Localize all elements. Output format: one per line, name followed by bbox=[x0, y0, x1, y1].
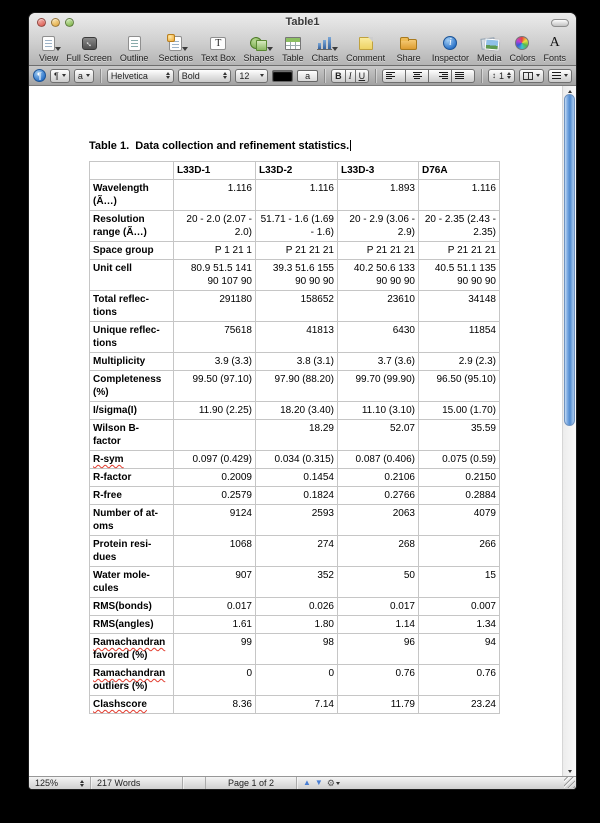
comment-icon bbox=[359, 37, 373, 50]
toolbar-item-label: Outline bbox=[119, 53, 149, 63]
toolbar-item-label: Comment bbox=[346, 53, 386, 63]
zoom-level: 125% bbox=[35, 778, 59, 788]
data-cell[interactable]: 23.24 bbox=[419, 696, 500, 714]
data-cell[interactable]: 80.9 51.5 141 90 107 90 bbox=[174, 260, 256, 291]
data-cell[interactable]: 11.79 bbox=[338, 696, 419, 714]
row-label[interactable]: Wavelength (Ã…) bbox=[90, 180, 174, 211]
row-label[interactable]: Protein resi- dues bbox=[90, 536, 174, 567]
toolbar-item-shapes[interactable] bbox=[240, 34, 279, 63]
format-bar bbox=[29, 66, 576, 86]
toolbar-item-label: Text Box bbox=[201, 53, 236, 63]
toolbar-item-label: Sections bbox=[158, 53, 194, 63]
data-cell[interactable]: 18.20 (3.40) bbox=[256, 402, 338, 420]
data-cell[interactable]: P 21 21 21 bbox=[338, 242, 419, 260]
row-label[interactable]: Resolution range (Ã…) bbox=[90, 211, 174, 242]
data-cell[interactable]: 94 bbox=[419, 634, 500, 665]
italic-button[interactable]: I bbox=[346, 69, 356, 83]
data-cell[interactable]: 0.2009 bbox=[174, 469, 256, 487]
toolbar-item-label: Colors bbox=[509, 53, 536, 63]
dropdown-arrow-icon bbox=[536, 74, 540, 77]
toolbar-item-outline[interactable] bbox=[116, 34, 153, 63]
data-cell[interactable]: 268 bbox=[338, 536, 419, 567]
fullscreen-icon bbox=[82, 37, 97, 50]
data-cell[interactable]: 1068 bbox=[174, 536, 256, 567]
charts-icon bbox=[317, 36, 332, 50]
data-cell[interactable]: 50 bbox=[338, 567, 419, 598]
toolbar-item-table[interactable] bbox=[278, 34, 308, 63]
list-icon bbox=[552, 72, 561, 73]
stepper-icon bbox=[507, 72, 511, 79]
table-row bbox=[90, 634, 500, 665]
line-spacing-control[interactable]: ↕ 1 bbox=[488, 69, 515, 83]
toolbar-item-label: Table bbox=[282, 53, 304, 63]
toolbar-item-label: Charts bbox=[311, 53, 339, 63]
dropdown-arrow-icon bbox=[62, 74, 66, 77]
scroll-up-icon bbox=[568, 90, 572, 93]
table-row bbox=[90, 505, 500, 536]
textbox-icon bbox=[210, 37, 226, 50]
dropdown-arrow-icon bbox=[332, 47, 338, 51]
data-cell[interactable]: 0 bbox=[256, 665, 338, 696]
data-cell[interactable]: 2.9 (2.3) bbox=[419, 353, 500, 371]
data-cell[interactable]: 1.116 bbox=[256, 180, 338, 211]
toolbar-item-view[interactable] bbox=[35, 34, 62, 63]
data-cell[interactable]: 3.7 (3.6) bbox=[338, 353, 419, 371]
paragraph-icon[interactable]: ¶ bbox=[33, 69, 46, 82]
table-row bbox=[90, 616, 500, 634]
data-cell[interactable]: 0.76 bbox=[419, 665, 500, 696]
table-icon bbox=[285, 37, 301, 50]
align-center-icon bbox=[409, 72, 425, 79]
row-label[interactable]: Wilson B- factor bbox=[90, 420, 174, 451]
toolbar-item-colors[interactable] bbox=[505, 34, 539, 63]
row-label[interactable]: I/sigma(I) bbox=[90, 402, 174, 420]
data-cell[interactable]: 0.087 (0.406) bbox=[338, 451, 419, 469]
table-row bbox=[90, 536, 500, 567]
font-style-dropdown[interactable]: Bold bbox=[178, 69, 232, 83]
row-label[interactable]: Number of at- oms bbox=[90, 505, 174, 536]
align-right-icon bbox=[432, 72, 448, 79]
toolbar-item-label: Media bbox=[476, 53, 502, 63]
data-cell[interactable]: 20 - 2.35 (2.43 - 2.35) bbox=[419, 211, 500, 242]
data-cell[interactable]: 907 bbox=[174, 567, 256, 598]
data-cell[interactable]: 352 bbox=[256, 567, 338, 598]
toolbar-toggle-button[interactable] bbox=[551, 19, 569, 27]
data-cell[interactable]: 96.50 (95.10) bbox=[419, 371, 500, 402]
list-style-dropdown[interactable] bbox=[548, 69, 572, 83]
data-cell[interactable]: P 1 21 1 bbox=[174, 242, 256, 260]
outline-icon bbox=[128, 36, 141, 51]
data-cell[interactable]: 40.5 51.1 135 90 90 90 bbox=[419, 260, 500, 291]
data-cell[interactable]: 1.893 bbox=[338, 180, 419, 211]
dropdown-arrow-icon bbox=[55, 47, 61, 51]
data-cell[interactable]: 291180 bbox=[174, 291, 256, 322]
data-cell[interactable]: 0.034 (0.315) bbox=[256, 451, 338, 469]
table-header-row bbox=[90, 162, 500, 180]
data-cell[interactable]: 0.76 bbox=[338, 665, 419, 696]
data-cell[interactable]: 4079 bbox=[419, 505, 500, 536]
table-row bbox=[90, 211, 500, 242]
data-cell[interactable]: 1.116 bbox=[174, 180, 256, 211]
fonts-icon bbox=[548, 35, 562, 51]
table-row bbox=[90, 180, 500, 211]
table-row bbox=[90, 371, 500, 402]
data-cell[interactable]: 0.1454 bbox=[256, 469, 338, 487]
data-cell[interactable]: 274 bbox=[256, 536, 338, 567]
stepper-icon bbox=[223, 72, 227, 79]
toolbar-item-fonts[interactable] bbox=[539, 34, 570, 63]
separator bbox=[375, 69, 376, 83]
stepper-icon bbox=[166, 72, 170, 79]
zoom-stepper-icon bbox=[80, 780, 84, 787]
data-cell[interactable]: 1.116 bbox=[419, 180, 500, 211]
character-style-button[interactable]: a bbox=[74, 69, 94, 83]
dropdown-arrow-icon bbox=[336, 782, 340, 785]
word-count: 217 Words bbox=[91, 777, 183, 789]
row-label[interactable]: R-sym bbox=[90, 451, 174, 469]
data-cell[interactable]: 11.10 (3.10) bbox=[338, 402, 419, 420]
scrollbar-thumb[interactable] bbox=[564, 94, 575, 426]
align-left-button[interactable] bbox=[382, 69, 406, 83]
data-cell[interactable]: 0.2579 bbox=[174, 487, 256, 505]
data-cell[interactable]: 0.017 bbox=[338, 598, 419, 616]
data-cell[interactable]: 96 bbox=[338, 634, 419, 665]
data-cell[interactable]: 98 bbox=[256, 634, 338, 665]
data-cell[interactable]: 1.34 bbox=[419, 616, 500, 634]
data-cell[interactable]: 1.80 bbox=[256, 616, 338, 634]
toolbar-item-label: Shapes bbox=[243, 53, 275, 63]
table-row bbox=[90, 242, 500, 260]
data-cell[interactable]: 97.90 (88.20) bbox=[256, 371, 338, 402]
data-cell[interactable]: 40.2 50.6 133 90 90 90 bbox=[338, 260, 419, 291]
sections-icon bbox=[169, 36, 182, 51]
table-row bbox=[90, 567, 500, 598]
line-spacing-icon: ↕ bbox=[492, 70, 496, 80]
column-header[interactable]: D76A bbox=[419, 162, 500, 180]
column-header[interactable]: L33D-1 bbox=[174, 162, 256, 180]
page-indicator: Page 1 of 2 bbox=[205, 777, 297, 789]
title-bar[interactable] bbox=[29, 13, 576, 33]
separator bbox=[100, 69, 101, 83]
data-cell[interactable]: 0.026 bbox=[256, 598, 338, 616]
document-area[interactable] bbox=[29, 86, 576, 776]
data-cell[interactable]: 51.71 - 1.6 (1.69 - 1.6) bbox=[256, 211, 338, 242]
text-cursor bbox=[350, 140, 351, 151]
data-cell[interactable]: 1.61 bbox=[174, 616, 256, 634]
table-row bbox=[90, 469, 500, 487]
data-cell[interactable]: 34148 bbox=[419, 291, 500, 322]
table-row bbox=[90, 451, 500, 469]
data-cell[interactable]: 99 bbox=[174, 634, 256, 665]
zoom-control[interactable] bbox=[29, 777, 91, 789]
colors-icon bbox=[515, 36, 529, 50]
toolbar-item-label: Inspector bbox=[431, 53, 469, 63]
data-cell[interactable]: 20 - 2.9 (3.06 - 2.9) bbox=[338, 211, 419, 242]
row-label[interactable]: R-factor bbox=[90, 469, 174, 487]
data-cell[interactable]: P 21 21 21 bbox=[419, 242, 500, 260]
column-header[interactable] bbox=[90, 162, 174, 180]
table-row bbox=[90, 487, 500, 505]
toolbar-item-inspector[interactable] bbox=[428, 34, 473, 63]
next-page-button[interactable]: ▼ bbox=[314, 778, 323, 787]
data-cell[interactable]: 15.00 (1.70) bbox=[419, 402, 500, 420]
data-cell[interactable]: 99.70 (99.90) bbox=[338, 371, 419, 402]
table-row bbox=[90, 665, 500, 696]
column-header[interactable]: L33D-3 bbox=[338, 162, 419, 180]
status-bar bbox=[29, 776, 576, 789]
toolbar-item-comment[interactable] bbox=[342, 34, 389, 63]
data-cell[interactable]: 6430 bbox=[338, 322, 419, 353]
table-row bbox=[90, 420, 500, 451]
data-cell[interactable]: 266 bbox=[419, 536, 500, 567]
data-cell[interactable]: 0.2106 bbox=[338, 469, 419, 487]
dropdown-arrow-icon bbox=[182, 47, 188, 51]
data-cell[interactable]: 23610 bbox=[338, 291, 419, 322]
table-row bbox=[90, 291, 500, 322]
data-cell[interactable]: 52.07 bbox=[338, 420, 419, 451]
data-cell[interactable]: 0.2150 bbox=[419, 469, 500, 487]
row-label[interactable]: Unique reflec- tions bbox=[90, 322, 174, 353]
data-cell[interactable]: 2593 bbox=[256, 505, 338, 536]
data-cell[interactable]: 0.017 bbox=[174, 598, 256, 616]
toolbar-item-label: View bbox=[39, 53, 59, 63]
underline-button[interactable]: U bbox=[356, 69, 370, 83]
row-label[interactable]: Ramachandran outliers (%) bbox=[90, 665, 174, 696]
toolbar-item-share[interactable] bbox=[393, 34, 425, 63]
data-cell[interactable]: 35.59 bbox=[419, 420, 500, 451]
table-row bbox=[90, 696, 500, 714]
toolbar-item-fullscreen[interactable] bbox=[62, 34, 116, 63]
data-cell[interactable]: 0.007 bbox=[419, 598, 500, 616]
data-cell[interactable]: 0.075 (0.59) bbox=[419, 451, 500, 469]
align-right-button[interactable] bbox=[429, 69, 452, 83]
shapes-icon bbox=[250, 36, 267, 51]
highlight-color-well[interactable]: a bbox=[297, 70, 318, 82]
toolbar-item-label: Full Screen bbox=[66, 53, 112, 63]
row-label[interactable]: Multiplicity bbox=[90, 353, 174, 371]
statistics-table[interactable] bbox=[89, 161, 500, 714]
data-cell[interactable]: 11854 bbox=[419, 322, 500, 353]
data-cell[interactable]: 0.1824 bbox=[256, 487, 338, 505]
row-label[interactable]: Clashscore bbox=[90, 696, 174, 714]
data-cell[interactable]: 3.9 (3.3) bbox=[174, 353, 256, 371]
columns-icon bbox=[523, 72, 533, 80]
dropdown-arrow-icon bbox=[260, 74, 264, 77]
inspector-icon bbox=[443, 36, 457, 50]
data-cell[interactable] bbox=[174, 420, 256, 451]
data-cell[interactable]: 9124 bbox=[174, 505, 256, 536]
row-label[interactable]: Water mole- cules bbox=[90, 567, 174, 598]
table-caption[interactable]: Table 1. Data collection and refinement statistics. bbox=[89, 140, 350, 152]
toolbar-item-sections[interactable] bbox=[155, 34, 198, 63]
row-label[interactable]: R-free bbox=[90, 487, 174, 505]
pages-window bbox=[28, 12, 577, 790]
data-cell[interactable]: 0.2884 bbox=[419, 487, 500, 505]
window-chrome bbox=[29, 13, 576, 66]
data-cell[interactable]: 2063 bbox=[338, 505, 419, 536]
data-cell[interactable]: 15 bbox=[419, 567, 500, 598]
table-row bbox=[90, 598, 500, 616]
data-cell[interactable]: 7.14 bbox=[256, 696, 338, 714]
align-center-button[interactable] bbox=[406, 69, 429, 83]
row-label[interactable]: Total reflec- tions bbox=[90, 291, 174, 322]
data-cell[interactable]: 75618 bbox=[174, 322, 256, 353]
toolbar-item-charts[interactable] bbox=[308, 34, 343, 63]
dropdown-arrow-icon bbox=[564, 74, 568, 77]
data-cell[interactable]: P 21 21 21 bbox=[256, 242, 338, 260]
data-cell[interactable]: 99.50 (97.10) bbox=[174, 371, 256, 402]
scroll-down-button[interactable] bbox=[563, 766, 576, 776]
separator bbox=[481, 69, 482, 83]
separator bbox=[324, 69, 325, 83]
dropdown-arrow-icon bbox=[267, 47, 273, 51]
data-cell[interactable]: 41813 bbox=[256, 322, 338, 353]
align-justify-button[interactable] bbox=[452, 69, 475, 83]
view-icon bbox=[42, 36, 55, 51]
scroll-down-icon bbox=[568, 770, 572, 773]
paragraph-style-button[interactable]: ¶ bbox=[50, 69, 70, 83]
data-cell[interactable]: 20 - 2.0 (2.07 - 2.0) bbox=[174, 211, 256, 242]
column-header[interactable]: L33D-2 bbox=[256, 162, 338, 180]
row-label[interactable]: Ramachandran favored (%) bbox=[90, 634, 174, 665]
table-row bbox=[90, 260, 500, 291]
data-cell[interactable]: 11.90 (2.25) bbox=[174, 402, 256, 420]
row-label[interactable]: RMS(bonds) bbox=[90, 598, 174, 616]
columns-dropdown[interactable] bbox=[519, 69, 544, 83]
window-resize-grip[interactable] bbox=[564, 777, 575, 788]
toolbar bbox=[29, 33, 576, 66]
data-cell[interactable]: 0 bbox=[174, 665, 256, 696]
data-cell[interactable]: 8.36 bbox=[174, 696, 256, 714]
align-justify-icon bbox=[455, 72, 471, 79]
media-icon bbox=[480, 36, 498, 50]
vertical-scrollbar[interactable] bbox=[562, 86, 576, 776]
previous-page-button[interactable]: ▲ bbox=[303, 778, 311, 787]
toolbar-item-label: Share bbox=[396, 53, 421, 63]
window-title: Table1 bbox=[285, 16, 320, 28]
row-label[interactable]: Space group bbox=[90, 242, 174, 260]
toolbar-item-textbox[interactable] bbox=[197, 34, 240, 63]
row-label[interactable]: RMS(angles) bbox=[90, 616, 174, 634]
data-cell[interactable]: 0.097 (0.429) bbox=[174, 451, 256, 469]
data-cell[interactable]: 158652 bbox=[256, 291, 338, 322]
table-row bbox=[90, 353, 500, 371]
row-label[interactable]: Unit cell bbox=[90, 260, 174, 291]
table-row bbox=[90, 402, 500, 420]
toolbar-item-media[interactable] bbox=[473, 34, 506, 63]
row-label[interactable]: Completeness (%) bbox=[90, 371, 174, 402]
data-cell[interactable]: 18.29 bbox=[256, 420, 338, 451]
dropdown-arrow-icon bbox=[86, 74, 90, 77]
table-row bbox=[90, 322, 500, 353]
font-family-dropdown[interactable]: Helvetica bbox=[107, 69, 174, 83]
font-size-dropdown[interactable]: 12 bbox=[235, 69, 268, 83]
data-cell[interactable]: 39.3 51.6 155 90 90 90 bbox=[256, 260, 338, 291]
data-cell[interactable]: 1.14 bbox=[338, 616, 419, 634]
align-left-icon bbox=[386, 72, 402, 79]
text-color-well[interactable] bbox=[272, 70, 293, 82]
share-icon bbox=[400, 39, 417, 50]
data-cell[interactable]: 0.2766 bbox=[338, 487, 419, 505]
page-actions-menu[interactable]: ⚙ bbox=[327, 778, 340, 789]
toolbar-item-label: Fonts bbox=[543, 53, 566, 63]
data-cell[interactable]: 3.8 (3.1) bbox=[256, 353, 338, 371]
bold-button[interactable]: B bbox=[331, 69, 346, 83]
